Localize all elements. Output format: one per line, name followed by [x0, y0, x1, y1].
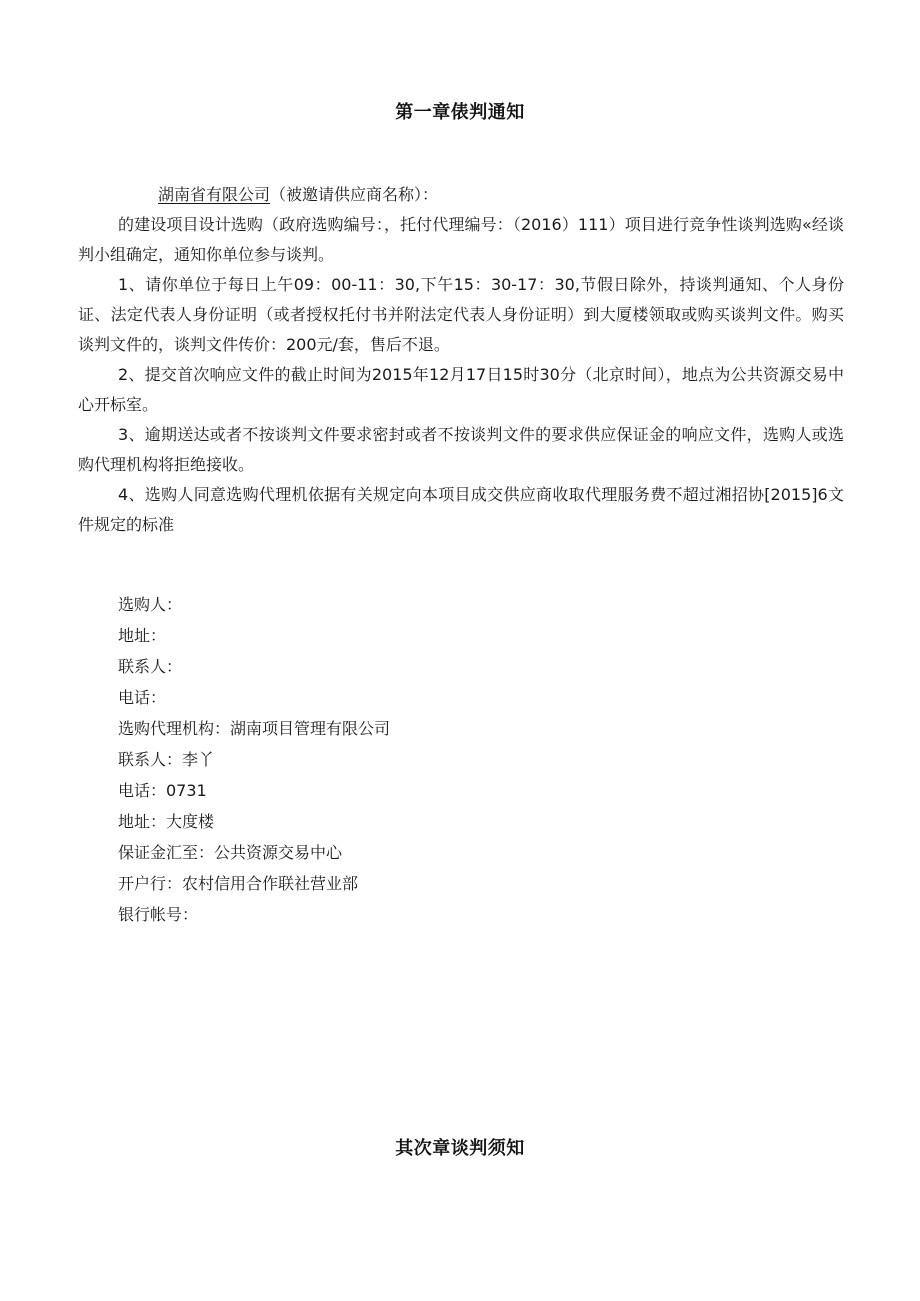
info-bank: 开户行：农村信用合作联社营业部 — [118, 874, 359, 893]
info-contact: 联系人： — [118, 657, 183, 676]
paragraph-item-4: 4、选购人同意选购代理机依据有关规定向本项目成交供应商收取代理服务费不超过湘招协[2015]6文件规定的标准 — [78, 485, 844, 534]
recipient-line — [158, 180, 438, 210]
info-phone: 电话： — [118, 688, 167, 707]
info-agency-phone: 电话：0731 — [118, 781, 207, 800]
info-deposit-to: 保证金汇至：公共资源交易中心 — [118, 843, 343, 862]
info-agency: 选购代理机构：湖南项目管理有限公司 — [118, 719, 391, 738]
info-bank-account: 银行帐号： — [118, 905, 199, 924]
contact-info-block — [118, 589, 390, 930]
chapter-2-title: 其次章谈判须知 — [395, 1138, 525, 1159]
paragraph-item-3: 3、逾期送达或者不按谈判文件要求密封或者不按谈判文件的要求供应保证金的响应文件，选购人或选购代理机构将拒绝接收。 — [78, 425, 844, 474]
chapter-1-title: 第一章俵判通知 — [395, 102, 525, 123]
info-agency-address: 地址：大度楼 — [118, 812, 215, 831]
info-agency-contact: 联系人：李丫 — [118, 750, 215, 769]
paragraph-item-2: 2、提交首次响应文件的截止时间为2015年12月17日15时30分（北京时间），地点为公共资源交易中心开标室。 — [78, 365, 844, 414]
paragraph-intro: 的建设项目设计选购（政府选购编号：，托付代理编号：（2016）111）项目进行竞争性谈判选购«经谈判小组确定，通知你单位参与谈判。 — [78, 215, 844, 264]
info-address: 地址： — [118, 626, 167, 645]
recipient-suffix: （被邀请供应商名称）： — [270, 185, 439, 204]
recipient-name: 湖南省有限公司 — [158, 185, 271, 204]
notice-body — [78, 210, 844, 540]
info-purchaser: 选购人： — [118, 595, 183, 614]
paragraph-item-1: 1、请你单位于每日上午09：00-11：30,下午15：30-17：30,节假日除外，持谈判通知、个人身份证、法定代表人身份证明（或者授权托付书并附法定代表人身份证明）到大厦楼领取或购买谈判文件。购买谈判文件的，谈判文件传价：200元/套，售后不退。 — [78, 275, 844, 354]
